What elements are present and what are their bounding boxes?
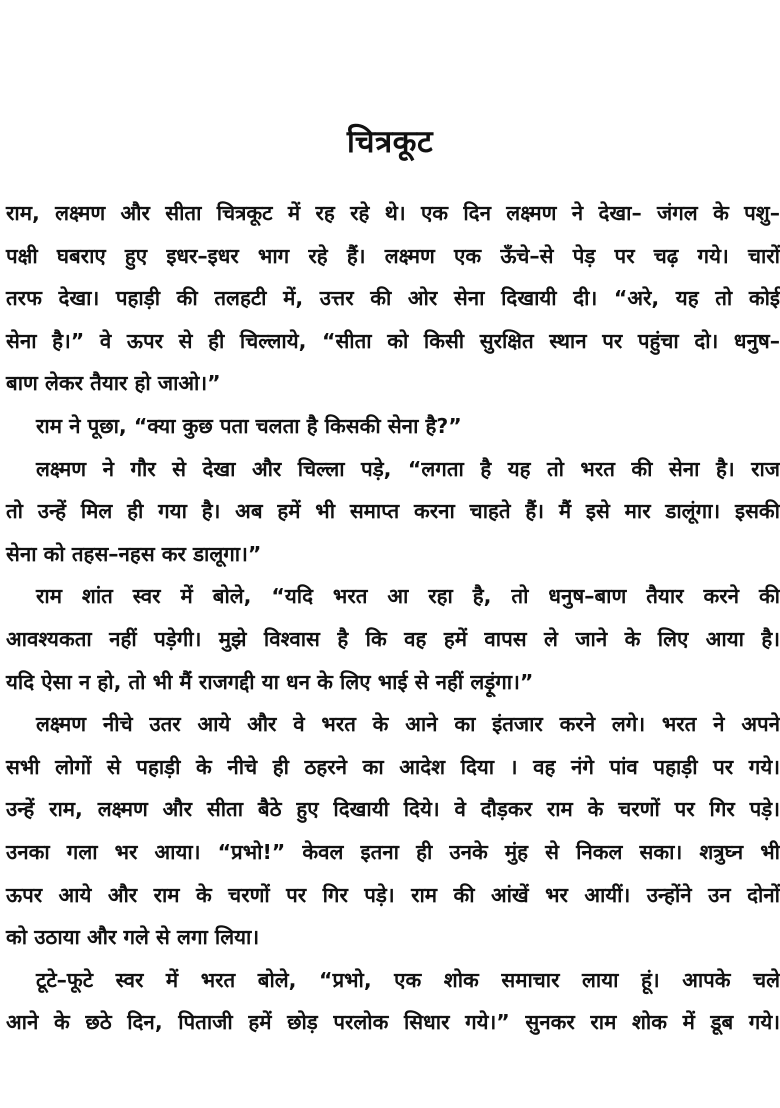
text-line: उन्हें राम, लक्ष्मण और सीता बैठे हुए दिखायी दिये। वे दौड़कर राम के चरणों पर गिर पड़े। xyxy=(6,797,780,822)
text-line: ऊपर आये और राम के चरणों पर गिर पड़े। राम की आंखें भर आयीं। उन्होंने उन दोनों xyxy=(6,882,780,907)
text-line: पक्षी घबराए हुए इधर–इधर भाग रहे हैं। लक्ष्मण एक ऊँचे–से पेड़ पर चढ़ गये। चारों xyxy=(6,243,780,268)
text-line: सभी लोगों से पहाड़ी के नीचे ही ठहरने का आदेश दिया । वह नंगे पांव पहाड़ी पर गये। xyxy=(6,754,780,779)
text-line: राम, लक्ष्मण और सीता चित्रकूट में रह रहे थे। एक दिन लक्ष्मण ने देखा– जंगल के पशु– xyxy=(6,201,780,225)
text-line: को उठाया और गले से लगा लिया। xyxy=(6,925,260,950)
text-line: बाण लेकर तैयार हो जाओ।” xyxy=(6,371,221,396)
paragraph-start-line: राम ने पूछा, “क्या कुछ पता चलता है किसकी सेना है?” xyxy=(36,413,462,438)
paragraph-start-line: राम शांत स्वर में बोले, “यदि भरत आ रहा है, तो धनुष–बाण तैयार करने की xyxy=(36,584,780,609)
text-line: आने के छठे दिन, पिताजी हमें छोड़ परलोक सिधार गये।” सुनकर राम शोक में डूब गये। xyxy=(6,1010,780,1035)
text-line: आवश्यकता नहीं पड़ेगी। मुझे विश्वास है कि वह हमें वापस ले जाने के लिए आया है। xyxy=(6,626,780,651)
page-title: चित्रकूट xyxy=(346,124,434,160)
text-line: तो उन्हें मिल ही गया है। अब हमें भी समाप्त करना चाहते हैं। मैं इसे मार डालूंगा। इसकी xyxy=(6,499,780,524)
body-text xyxy=(6,192,780,1044)
text-line: सेना है।” वे ऊपर से ही चिल्लाये, “सीता को किसी सुरक्षित स्थान पर पहुंचा दो। धनुष– xyxy=(6,328,780,353)
paragraph-start-line: लक्ष्मण ने गौर से देखा और चिल्ला पड़े, “लगता है यह तो भरत की सेना है। राज xyxy=(36,456,780,481)
text-line: सेना को तहस–नहस कर डालूगा।” xyxy=(6,541,262,566)
text-line: उनका गला भर आया। “प्रभो!” केवल इतना ही उनके मुंह से निकल सका। शत्रुघ्न भी xyxy=(6,839,780,864)
paragraph-start-line: लक्ष्मण नीचे उतर आये और वे भरत के आने का इंतजार करने लगे। भरत ने अपने xyxy=(36,712,780,737)
paragraph-start-line: टूटे–फूटे स्वर में भरत बोले, “प्रभो, एक शोक समाचार लाया हूं। आपके चले xyxy=(36,967,780,992)
text-line: तरफ देखा। पहाड़ी की तलहटी में, उत्तर की ओर सेना दिखायी दी। “अरे, यह तो कोई xyxy=(6,286,780,311)
text-line: यदि ऐसा न हो, तो भी मैं राजगद्दी या धन के लिए भाई से नहीं लड़ूंगा।” xyxy=(6,669,534,694)
